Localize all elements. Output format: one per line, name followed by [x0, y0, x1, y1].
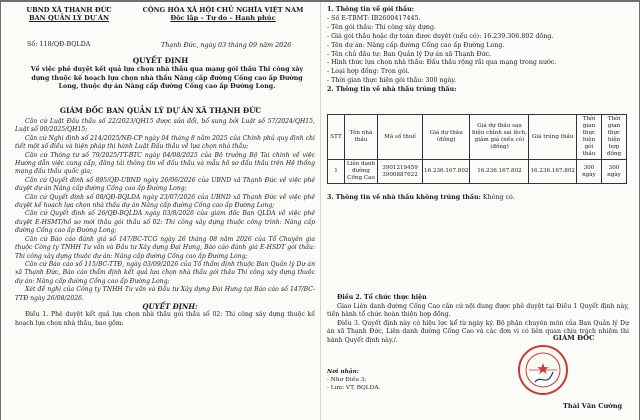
motto: Độc lập – Tự do – Hạnh phúc	[170, 14, 276, 22]
recipient-line: - Lưu: VT, BQLDA.	[327, 385, 381, 391]
recipients	[327, 368, 380, 392]
recipient-line: - Như Điều 3;	[327, 377, 367, 383]
col-header: Thời gian thực hiện hợp đồng	[601, 115, 626, 160]
col-header: Giá trúng thầu	[529, 115, 576, 160]
table-cell: 16.236.167.802	[529, 160, 576, 184]
table-row	[328, 160, 627, 184]
decision-page-right	[321, 2, 639, 420]
col-header: Thời gian thực hiện gói thầu	[576, 115, 601, 160]
decision-subject: Về việc phê duyệt kết quả lựa chọn nhà thầu qua mạng gói thầu Thi công xây dựng thuộc kế hoạch lựa chọn nhà thầu Nâng cấp đường Cống cao ấp Đường Long, thuộc dự án Nâng cấp đường Cống cao ấp Đường Long.	[30, 66, 304, 91]
recipients-label: Nơi nhận:	[327, 369, 359, 375]
package-line: - Hình thức lựa chọn nhà thầu: Đấu thầu rộng rãi qua mạng trong nước.	[327, 59, 557, 67]
signature-title: GIÁM ĐỐC	[553, 334, 595, 342]
table-cell: 16.236.167.802	[470, 160, 529, 184]
table-cell: 3901219459 3900887622	[378, 160, 423, 184]
article-1: Điều 1. Phê duyệt kết quả lựa chọn nhà thầu gói thầu số 02: Thi công xây dựng thuộc kế hoạch lựa chọn nhà thầu, bao gồm:	[15, 311, 315, 327]
losers-value: Không có.	[482, 194, 515, 201]
package-line: - Tên chủ đầu tư: Ban Quản lý Dự án xã Thạnh Đức.	[327, 50, 492, 58]
col-header: STT	[328, 115, 345, 160]
decision-page-left	[1, 2, 321, 420]
recital: Căn cứ Quyết định số 26/QĐ-BQLDA ngày 03/8/2026 của giám đốc Ban QLDA về việc phê duyệt E-HSMT/hồ sơ mời thầu gói thầu số 02: Thi công xây dựng thuộc công trình: Nâng cấp đường Cống cao ấp Đường Long;	[15, 210, 315, 235]
table-header-row	[328, 115, 627, 160]
table-cell: 300 ngày	[601, 160, 626, 184]
recital: Căn cứ Nghị định số 214/2025/NĐ-CP ngày 04 tháng 8 năm 2025 của Chính phủ quy định chi tiết một số điều và biện pháp thi hành Luật Đấu thầu về lựa chọn nhà thầu;	[15, 134, 315, 151]
decides-heading: QUYẾT ĐỊNH:	[142, 301, 198, 311]
decision-body	[15, 118, 315, 328]
authority-title: GIÁM ĐỐC BAN QUẢN LÝ DỰ ÁN XÃ THẠNH ĐỨC	[59, 106, 262, 115]
table-cell: Liên danh đường Cống Cao	[345, 160, 378, 184]
package-line: - Số E-TBMT: IB2600417445.	[327, 14, 421, 22]
package-info-heading: 1. Thông tin về gói thầu:	[327, 6, 414, 13]
col-header: Mã số thuế	[378, 115, 423, 160]
agency-sub: BAN QUẢN LÝ DỰ ÁN	[28, 14, 110, 22]
col-header: Giá dự thầu (đồng)	[423, 115, 470, 160]
recital: Xét đề nghị của Công ty TNHH Tư vấn và Đầu tư Xây dựng Đại Hưng tại Báo cáo số 147/BC-TTĐ ngày 26/08/2026.	[15, 286, 315, 302]
package-line: - Thời gian thực hiện gói thầu: 300 ngày.	[327, 77, 457, 85]
col-header: Tên nhà thầu	[345, 115, 378, 160]
decision-title: QUYẾT ĐỊNH	[132, 56, 189, 65]
table-cell: 300 ngày	[576, 160, 601, 184]
package-line: - Giá gói thầu hoặc dự toán được duyệt (nếu có): 16.239.306.802 đồng.	[327, 32, 554, 40]
doc-date: Thạnh Đức, ngày 03 tháng 09 năm 2026	[161, 41, 292, 49]
doc-number: Số: 118/QĐ-BQLDA	[27, 40, 91, 48]
article-2-text: Giao Liên danh đường Cống Cao căn cứ nội dung được phê duyệt tại Điều 1 Quyết định này, tiến hành tổ chức hoàn thiện hợp đồng.	[327, 302, 629, 319]
nation-header	[127, 6, 319, 22]
nation-title: CỘNG HÒA XÃ HỘI CHỦ NGHĨA VIỆT NAM	[142, 6, 304, 14]
recital: Căn cứ Báo cáo số 115/BC-TTĐ, ngày 03/09/2026 của Tổ thẩm định thuộc Ban Quản lý Dự án xã Thạnh Đức, Báo cáo thẩm định kết quả lựa chọn nhà thầu gói thầu Thi công xây dựng thuộc dự án: Nâng cấp đường Cống cao ấp Đường Long;	[15, 260, 315, 285]
signer-name: Thái Văn Cường	[563, 402, 623, 410]
package-line: - Tên gói thầu: Thi công xây dựng.	[327, 23, 436, 31]
agency-name: UBND XÃ THẠNH ĐỨC	[26, 6, 112, 14]
package-line: - Tên dự án: Nâng cấp đường Cống cao ấp Đường Long.	[327, 41, 505, 49]
official-stamp-icon	[517, 344, 569, 396]
recital: Căn cứ Thông tư số 79/2025/TT-BTC ngày 04/08/2025 của Bộ trưởng Bộ Tài chính về việc Hướng dẫn việc cung cấp, đăng tải thông tin về đấu thầu và mẫu hồ sơ đấu thầu trên Hệ thống mạng đấu thầu quốc gia;	[15, 151, 315, 176]
winner-heading: 2. Thông tin về nhà thầu trúng thầu:	[327, 86, 457, 94]
losers-heading: 3. Thông tin về nhà thầu không trúng thầu:	[327, 194, 481, 201]
table-cell: 16.236.167.802	[423, 160, 470, 184]
losers-section	[327, 194, 515, 201]
agency-header	[5, 6, 133, 22]
package-info	[327, 6, 629, 95]
recital: Căn cứ Luật Đấu thầu số 22/2023/QH15 được sửa đổi, bổ sung bởi Luật số 57/2024/QH15, Luật số 90/2025/QH15;	[15, 118, 315, 134]
package-line: - Loại hợp đồng: Trọn gói.	[327, 68, 410, 76]
winner-table	[327, 114, 627, 184]
article-2-heading: Điều 2. Tổ chức thực hiện	[337, 294, 427, 301]
article-3-text: Điều 3. Quyết định này có hiệu lực kể từ ngày ký. Bộ phận chuyên môn của Ban Quản lý Dự án xã Thạnh Đức, Liên danh đường Cống Cao và các đơn vị có liên quan chịu trách nhiệm thi hành Quyết định này./.	[327, 319, 629, 344]
recital: Căn cứ Quyết định số 895/QĐ-UBND ngày 26/06/2026 của UBND xã Thạnh Đức về việc phê duyệt dự án Nâng cấp đường Cống cao ấp Đường Long;	[15, 176, 315, 193]
table-cell: 1	[328, 160, 345, 184]
recital: Căn cứ Quyết định số 08/QĐ-BQLDA ngày 23/07/2026 của UBND xã Thạnh Đức về việc phê duyệt kế hoạch lựa chọn nhà thầu dự án Nâng cấp đường Cống cao ấp Đường Long;	[15, 193, 315, 210]
recital: Căn cứ Báo cáo đánh giá số 147/BC-TCG ngày 26 tháng 08 năm 2026 của Tổ Chuyên gia thuộc Công ty TNHH Tư vấn và Đầu tư Xây dựng Đại Hưng, Báo cáo đánh giá E-HSDT gói thầu: Thi công xây dựng thuộc dự án: Nâng cấp đường Cống cao ấp Đường Long;	[15, 235, 315, 260]
col-header: Giá dự thầu sau hiệu chỉnh sai lệch, giảm giá (nếu có) (đồng)	[470, 115, 529, 160]
